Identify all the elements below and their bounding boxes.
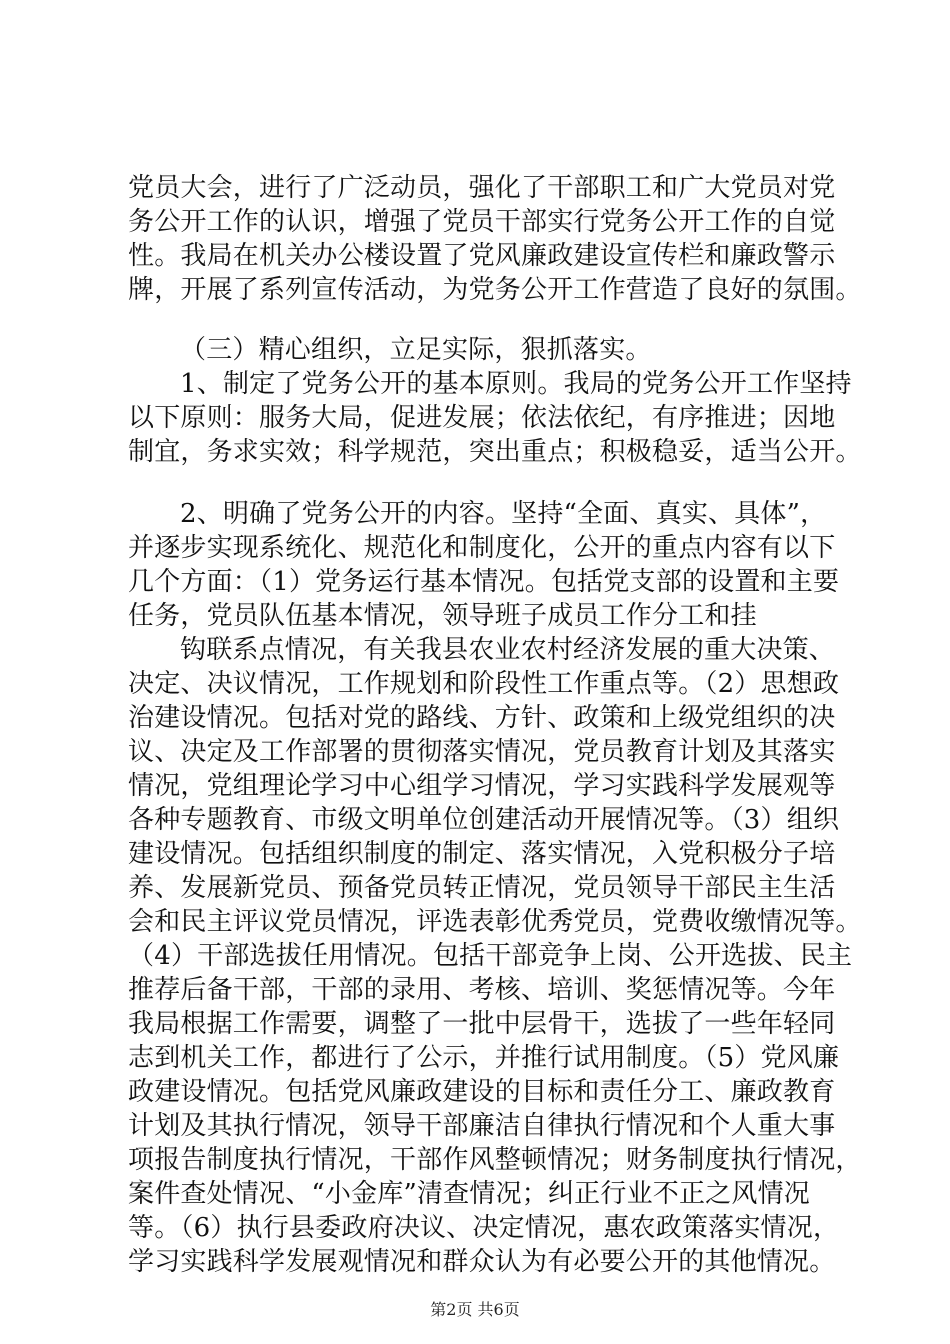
paragraph-line: 学习实践科学发展观情况和群众认为有必要公开的其他情况。 xyxy=(128,1247,836,1277)
paragraph-line: 性。我局在机关办公楼设置了党风廉政建设宣传栏和廉政警示 xyxy=(128,241,836,271)
paragraph-line: 党员大会，进行了广泛动员，强化了干部职工和广大党员对党 xyxy=(128,173,836,203)
paragraph-line: 推荐后备干部，干部的录用、考核、培训、奖惩情况等。今年 xyxy=(128,975,836,1005)
paragraph-line: 等。（6）执行县委政府决议、决定情况，惠农政策落实情况， xyxy=(128,1213,840,1243)
paragraph-line: 养、发展新党员、预备党员转正情况，党员领导干部民主生活 xyxy=(128,873,836,903)
paragraph-line: 情况，党组理论学习中心组学习情况，学习实践科学发展观等 xyxy=(128,771,836,801)
paragraph-line: 1、制定了党务公开的基本原则。我局的党务公开工作坚持 xyxy=(180,369,852,399)
paragraph-line: 各种专题教育、市级文明单位创建活动开展情况等。（3）组织 xyxy=(128,805,840,835)
paragraph-line: 牌，开展了系列宣传活动，为党务公开工作营造了良好的氛围。 xyxy=(128,275,862,305)
paragraph-line: 治建设情况。包括对党的路线、方针、政策和上级党组织的决 xyxy=(128,703,836,733)
paragraph-line: 案件查处情况、“小金库”清查情况；纠正行业不正之风情况 xyxy=(128,1179,810,1209)
paragraph-line: 建设情况。包括组织制度的制定、落实情况，入党积极分子培 xyxy=(128,839,836,869)
paragraph-line: 决定、决议情况，工作规划和阶段性工作重点等。（2）思想政 xyxy=(128,669,840,699)
paragraph-line: 我局根据工作需要，调整了一批中层骨干，选拔了一些年轻同 xyxy=(128,1009,836,1039)
page-number-footer: 第2页 共6页 xyxy=(430,1300,520,1319)
paragraph-line: 议、决定及工作部署的贯彻落实情况，党员教育计划及其落实 xyxy=(128,737,836,767)
section-heading: （三）精心组织，立足实际，狠抓落实。 xyxy=(180,335,652,365)
paragraph-line: 会和民主评议党员情况，评选表彰优秀党员，党费收缴情况等。 xyxy=(128,907,862,937)
paragraph-line: 2、明确了党务公开的内容。坚持“全面、真实、具体”， xyxy=(180,499,827,529)
paragraph-line: 任务，党员队伍基本情况，领导班子成员工作分工和挂 xyxy=(128,601,757,631)
paragraph-line: 几个方面：（1）党务运行基本情况。包括党支部的设置和主要 xyxy=(128,567,840,597)
paragraph-line: （4）干部选拔任用情况。包括干部竞争上岗、公开选拔、民主 xyxy=(128,941,853,971)
paragraph-line: 志到机关工作，都进行了公示，并推行试用制度。（5）党风廉 xyxy=(128,1043,840,1073)
paragraph-line: 政建设情况。包括党风廉政建设的目标和责任分工、廉政教育 xyxy=(128,1077,836,1107)
paragraph-line: 钩联系点情况，有关我县农业农村经济发展的重大决策、 xyxy=(180,635,836,665)
paragraph-line: 项报告制度执行情况，干部作风整顿情况；财务制度执行情况， xyxy=(128,1145,862,1175)
paragraph-line: 制宜，务求实效；科学规范，突出重点；积极稳妥，适当公开。 xyxy=(128,437,862,467)
paragraph-line: 计划及其执行情况，领导干部廉洁自律执行情况和个人重大事 xyxy=(128,1111,836,1141)
paragraph-line: 并逐步实现系统化、规范化和制度化，公开的重点内容有以下 xyxy=(128,533,836,563)
paragraph-line: 以下原则：服务大局，促进发展；依法依纪，有序推进；因地 xyxy=(128,403,836,433)
paragraph-line: 务公开工作的认识，增强了党员干部实行党务公开工作的自觉 xyxy=(128,207,836,237)
